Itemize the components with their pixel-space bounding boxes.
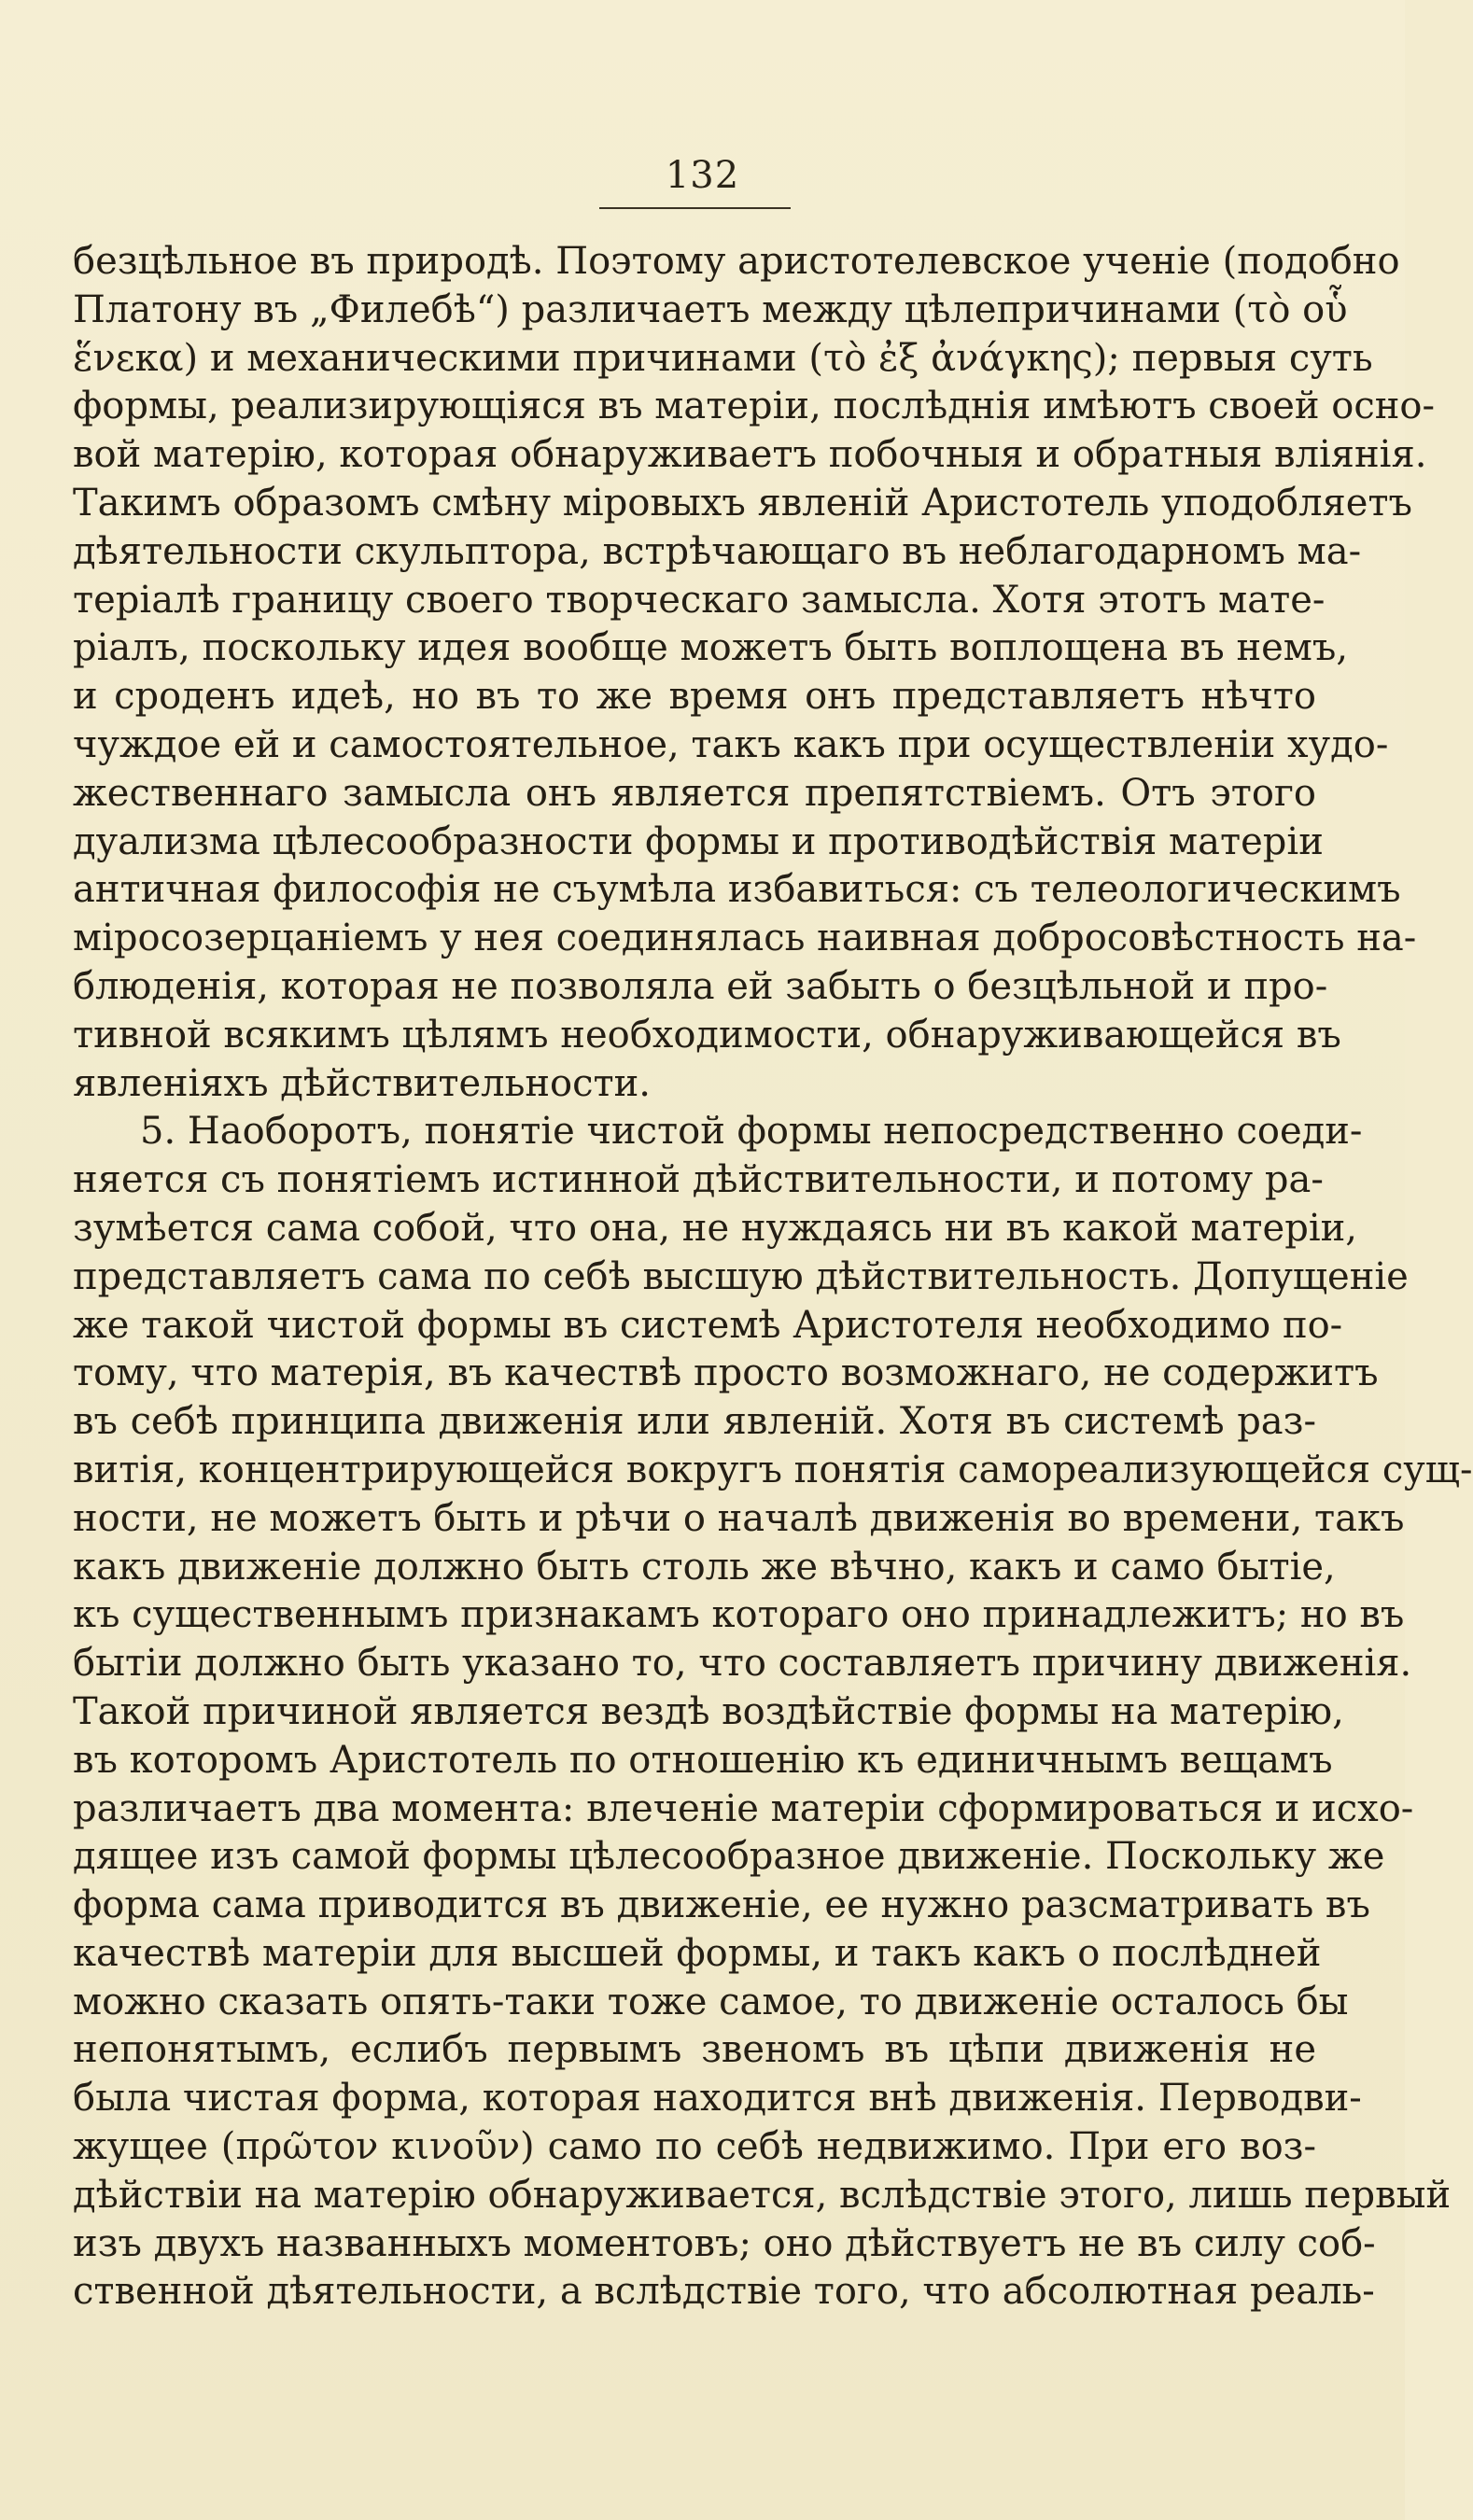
text-line: зумѣется сама собой, что она, не нуждаясь ни въ какой матеріи, xyxy=(73,1206,1357,1250)
text-line: дуализма цѣлесообразности формы и противодѣйствія матеріи xyxy=(73,819,1324,863)
text-line: міросозерцаніемъ у нея соединялась наивная добросовѣстность на- xyxy=(73,917,1417,960)
text-line: жественнаго замысла онъ является препятствіемъ. Отъ этого xyxy=(73,771,1316,815)
page-number-rule xyxy=(599,207,791,209)
text-line: Такой причиной является вездѣ воздѣйствіе формы на матерію, xyxy=(73,1689,1344,1733)
text-line: къ существеннымъ признакамъ котораго оно принадлежитъ; но въ xyxy=(73,1593,1405,1637)
text-line: жущее (πρῶτον κινοῦν) само по себѣ недвижимо. При его воз- xyxy=(73,2125,1316,2169)
text-line: блюденія, которая не позволяла ей забыть о безцѣльной и про- xyxy=(73,964,1328,1008)
text-line: античная философія не съумѣла избавиться: съ телеологическимъ xyxy=(73,868,1401,912)
text-line: въ себѣ принципа движенія или явленій. Хотя въ системѣ раз- xyxy=(73,1400,1316,1444)
text-line: какъ движеніе должно быть столь же вѣчно, какъ и само бытіе, xyxy=(73,1545,1336,1589)
text-line: вой матерію, которая обнаруживаетъ побочныя и обратныя вліянія. xyxy=(73,433,1427,477)
text-line: тивной всякимъ цѣлямъ необходимости, обнаруживающейся въ xyxy=(73,1013,1341,1057)
text-line: Платону въ „Филебѣ“) различаетъ между цѣлепричинами (τὸ οὗ xyxy=(73,287,1348,331)
page-number: 132 xyxy=(665,154,740,197)
text-line: ности, не можетъ быть и рѣчи о началѣ движенія во времени, такъ xyxy=(73,1496,1405,1540)
text-line: можно сказать опять-таки тоже самое, то движеніе осталось бы xyxy=(73,1980,1349,2023)
text-line: бытіи должно быть указано то, что составляетъ причину движенія. xyxy=(73,1642,1412,1686)
text-line: различаетъ два момента: влеченіе матеріи сформироваться и исхо- xyxy=(73,1786,1414,1830)
text-line: въ которомъ Аристотель по отношенію къ единичнымъ вещамъ xyxy=(73,1738,1333,1782)
text-line: безцѣльное въ природѣ. Поэтому аристотелевское ученіе (подобно xyxy=(73,240,1400,283)
text-line: дѣятельности скульптора, встрѣчающаго въ неблагодарномъ ма- xyxy=(73,529,1362,573)
text-line: форма сама приводится въ движеніе, ее нужно разсматривать въ xyxy=(73,1883,1370,1927)
text-line: тому, что матерія, въ качествѣ просто возможнаго, не содержитъ xyxy=(73,1351,1379,1395)
text-line: формы, реализирующіяся въ матеріи, послѣднія имѣютъ своей осно- xyxy=(73,385,1436,428)
text-line: дящее изъ самой формы цѣлесообразное движеніе. Поскольку же xyxy=(73,1835,1385,1879)
text-line: 5. Наоборотъ, понятіе чистой формы непосредственно соеди- xyxy=(140,1110,1363,1154)
text-line: няется съ понятіемъ истинной дѣйствительности, и потому ра- xyxy=(73,1158,1324,1202)
text-line: ственной дѣятельности, а вслѣдствіе того, что абсолютная реаль- xyxy=(73,2270,1375,2314)
text-line: и сроденъ идеѣ, но въ то же время онъ представляетъ нѣчто xyxy=(73,675,1316,719)
text-line: дѣйствіи на матерію обнаруживается, вслѣдствіе этого, лишь первый xyxy=(73,2173,1452,2217)
text-line: теріалѣ границу своего творческаго замысла. Хотя этотъ мате- xyxy=(73,578,1326,622)
text-line: качествѣ матеріи для высшей формы, и такъ какъ о послѣдней xyxy=(73,1931,1322,1975)
text-line: непонятымъ, еслибъ первымъ звеномъ въ цѣпи движенія не xyxy=(73,2028,1316,2072)
text-line: представляетъ сама по себѣ высшую дѣйствительность. Допущеніе xyxy=(73,1254,1409,1298)
text-line: Такимъ образомъ смѣну міровыхъ явленій Аристотель уподобляетъ xyxy=(73,481,1412,525)
text-line: витія, концентрирующейся вокругъ понятія самореализующейся сущ- xyxy=(73,1448,1473,1491)
text-line: ріалъ, поскольку идея вообще можетъ быть воплощена въ немъ, xyxy=(73,626,1349,670)
text-line: была чистая форма, которая находится внѣ движенія. Перводви- xyxy=(73,2077,1362,2121)
text-line: же такой чистой формы въ системѣ Аристотеля необходимо по- xyxy=(73,1303,1343,1347)
text-line: изъ двухъ названныхъ моментовъ; оно дѣйствуетъ не въ силу соб- xyxy=(73,2221,1376,2265)
text-line: ἕνεκα) и механическими причинами (τὸ ἐξ ἀνάγκης); первыя суть xyxy=(73,336,1373,380)
body-text xyxy=(73,238,1473,2317)
text-line: явленіяхъ дѣйствительности. xyxy=(73,1061,652,1105)
text-line: чуждое ей и самостоятельное, такъ какъ при осуществленіи худо- xyxy=(73,722,1389,766)
